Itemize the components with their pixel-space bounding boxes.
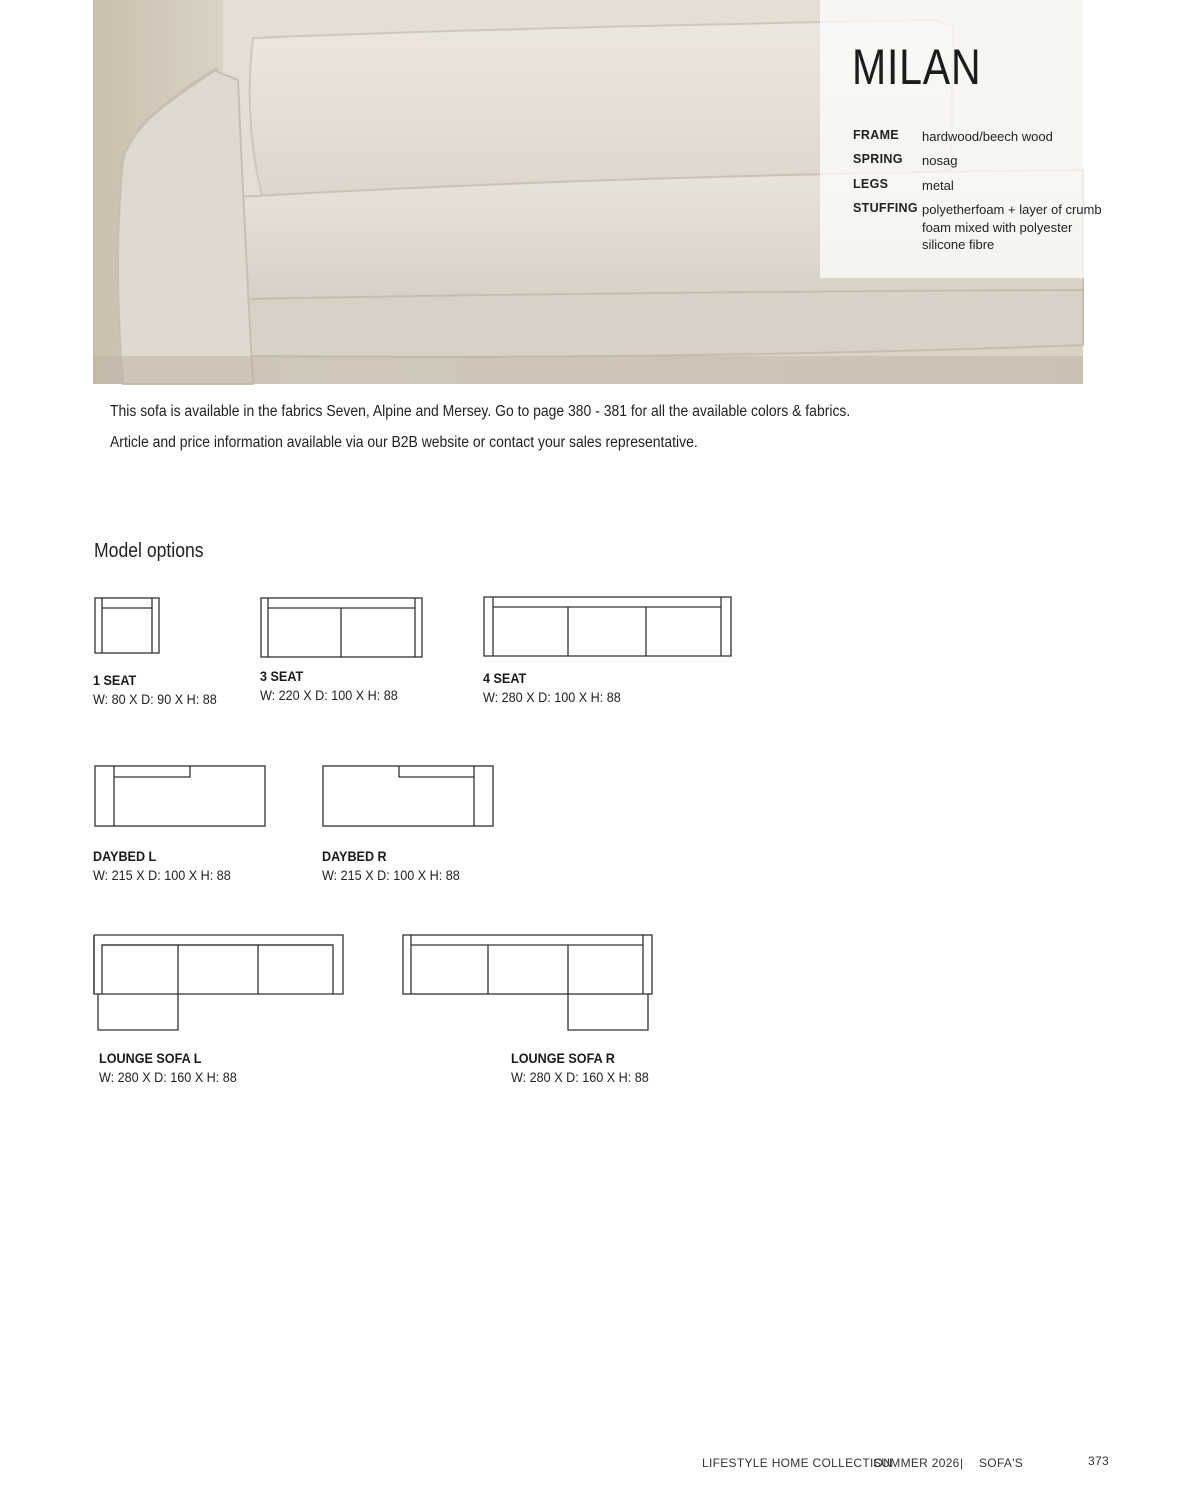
diagram-lounge-sofa-l <box>92 934 345 1032</box>
model-dims: W: 280 X D: 100 X H: 88 <box>483 689 621 705</box>
model-name: 4 SEAT <box>483 670 527 686</box>
spec-card <box>820 0 1163 278</box>
intro-line-fabrics: This sofa is available in the fabrics Seven, Alpine and Mersey. Go to page 380 - 381 for all the available colors & fabrics. <box>110 403 851 420</box>
spec-value: metal <box>922 178 954 193</box>
footer-season: SUMMER 2026 <box>873 1456 960 1470</box>
spec-value: nosag <box>922 153 958 168</box>
model-name: DAYBED L <box>93 848 157 864</box>
model-name: DAYBED R <box>322 848 387 864</box>
model-options-title: Model options <box>94 540 204 562</box>
model-name: 3 SEAT <box>260 668 304 684</box>
model-dims: W: 80 X D: 90 X H: 88 <box>93 691 217 707</box>
spec-value: hardwood/beech wood <box>922 129 1053 144</box>
model-dims: W: 280 X D: 160 X H: 88 <box>511 1069 649 1085</box>
hero-photo <box>93 0 1102 384</box>
spec-label: LEGS <box>853 177 889 191</box>
footer-collection: LIFESTYLE HOME COLLECTION <box>702 1456 893 1470</box>
spec-value: polyetherfoam + layer of crumb foam mixed with polyester silicone fibre <box>922 202 1102 252</box>
footer-section: SOFA'S <box>979 1456 1024 1470</box>
model-dims: W: 215 X D: 100 X H: 88 <box>322 867 460 883</box>
model-name: 1 SEAT <box>93 672 137 688</box>
model-dims: W: 280 X D: 160 X H: 88 <box>99 1069 237 1085</box>
product-title: MILAN <box>852 39 982 95</box>
diagram-daybed-l <box>94 765 267 828</box>
footer-separator: | <box>960 1456 964 1470</box>
diagram-4-seat <box>483 596 733 658</box>
spec-label: SPRING <box>853 152 903 166</box>
model-dims: W: 220 X D: 100 X H: 88 <box>260 687 398 703</box>
model-name: LOUNGE SOFA R <box>511 1050 615 1066</box>
diagram-lounge-sofa-r <box>402 934 655 1032</box>
spec-label: STUFFING <box>853 201 918 215</box>
model-name: LOUNGE SOFA L <box>99 1050 202 1066</box>
page-number: 373 <box>1088 1454 1109 1468</box>
diagram-3-seat <box>260 597 424 659</box>
model-dims: W: 215 X D: 100 X H: 88 <box>93 867 231 883</box>
intro-line-b2b: Article and price information available via our B2B website or contact your sales representative. <box>110 434 698 451</box>
spec-label: FRAME <box>853 128 899 142</box>
diagram-1-seat <box>94 597 161 655</box>
diagram-daybed-r <box>322 765 495 828</box>
